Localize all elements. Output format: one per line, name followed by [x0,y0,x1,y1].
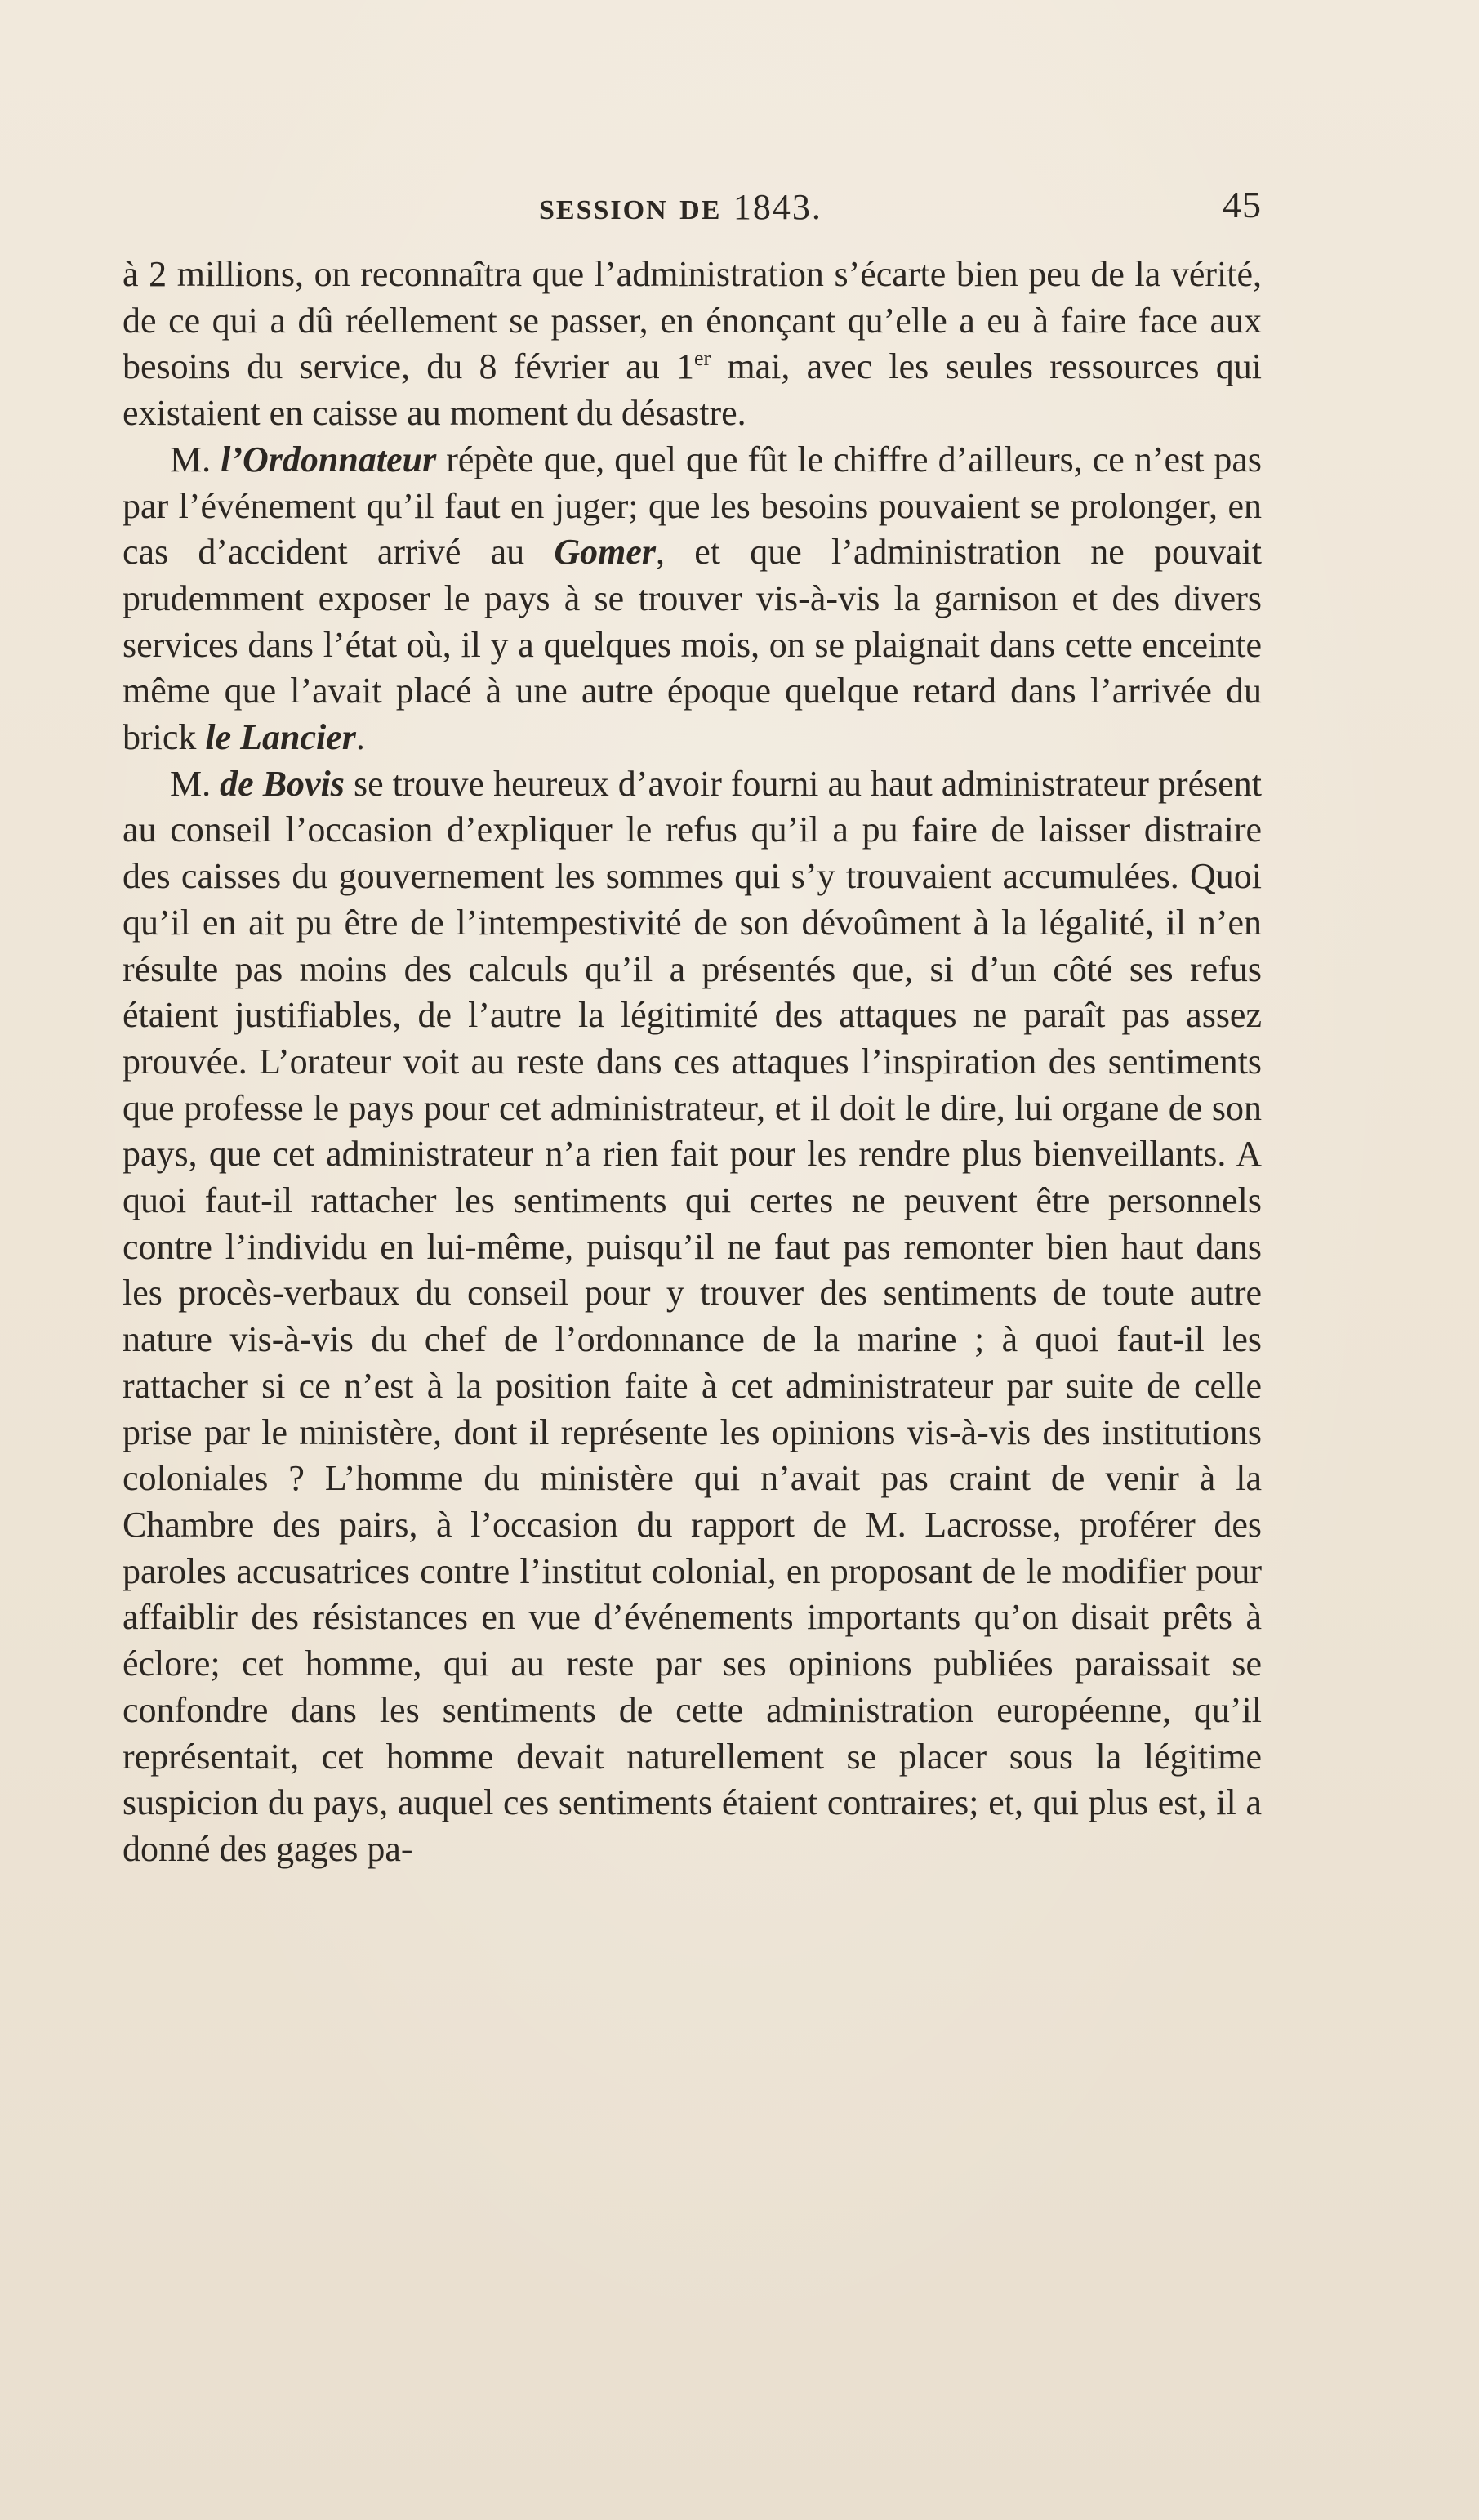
speaker-ordonnateur: l’Ordonnateur [221,439,437,479]
paragraph-2 [123,437,1262,761]
paragraph-3-lead: M. [170,763,221,804]
paragraph-2-text-a: répète que, quel que fût le chiffre d’ailleurs, ce n’est pas par l’événement qu’il faut en juger; que les besoins pouvaient se prolonger, en cas d’accident arrivé au [123,439,1263,573]
paragraph-1-text-a: à 2 millions, on reconnaîtra que l’administration s’écarte bien peu de la vérité, de ce qui a dû réellement se passer, en énonçant qu’elle a eu à faire face aux besoins du service, du 8 février au 1 [123,254,1262,387]
page-number: 45 [1223,184,1262,225]
ordinal-superscript: er [693,346,711,371]
running-title-text: SESSION DE [539,195,733,225]
paragraph-2-text-b: , et que l’administration ne pouvait prudemment exposer le pays à se trouver vis-à-vis la garnison et des divers services dans l’état où, il y a quelques mois, on se plaignait dans cette enceinte même que l’avait placé à une autre époque quelque retard dans l’arrivée du brick [123,532,1262,758]
body-text [123,252,1262,1873]
paragraph-1-text-b: mai, avec les seules ressources qui existaient en caisse au moment du désastre. [123,346,1263,434]
speaker-de-bovis: de Bovis [220,763,345,804]
paragraph-1 [123,252,1262,437]
paragraph-2-text-c: . [355,717,365,758]
ship-name-gomer: Gomer [554,532,657,573]
running-title [539,186,822,228]
running-title-year: 1843. [733,187,822,227]
running-head [123,183,1262,232]
paragraph-3 [123,761,1262,1873]
paragraph-3-text-a: se trouve heureux d’avoir fourni au haut administrateur présent au conseil l’occasion d’expliquer le refus qu’il a pu faire de laisser distraire des caisses du gouvernement les sommes qui s’y trouvaient accumulées. Quoi qu’il en ait pu être de l’intempestivité de son dévoûment à la légalité, il n’en résulte pas moins des calculs qu’il a présentés que, si d’un côté ses refus étaient justifiables, de l’autre la légitimité des attaques ne paraît pas assez prouvée. L’orateur voit au reste dans ces attaques l’inspiration des sentiments que professe le pays pour cet administrateur, et il doit le dire, lui organe de son pays, que cet administrateur n’a rien fait pour les rendre plus bienveillants. A quoi faut-il rattacher les sentiments qui certes ne peuvent être personnels contre l’individu en lui-même, puisqu’il ne faut pas remonter bien haut dans les procès-verbaux du conseil pour y trouver des sentiments de toute autre nature vis-à-vis du chef de l’ordonnance de la marine ; à quoi faut-il les rattacher si ce n’est à la position faite à cet administrateur par suite de celle prise par le ministère, dont il représente les opinions vis-à-vis des institutions coloniales ? L’homme du ministère qui n’avait pas craint de venir à la Chambre des pairs, à l’occasion du rapport de M. Lacrosse, proférer des paroles accusatrices contre l’institut colonial, en proposant de le modifier pour affaiblir des résistances en vue d’événements importants qu’on disait prêts à éclore; cet homme, qui au reste par ses opinions publiées paraissait se confondre dans les sentiments de cette administration européenne, qu’il représentait, cet homme devait naturellement se placer sous la légitime suspicion du pays, auquel ces sentiments étaient contraires; et, qui plus est, il a donné des gages pa- [123,763,1262,1869]
paragraph-2-lead: M. [170,439,221,479]
ship-name-lancier: le Lancier [205,717,356,758]
